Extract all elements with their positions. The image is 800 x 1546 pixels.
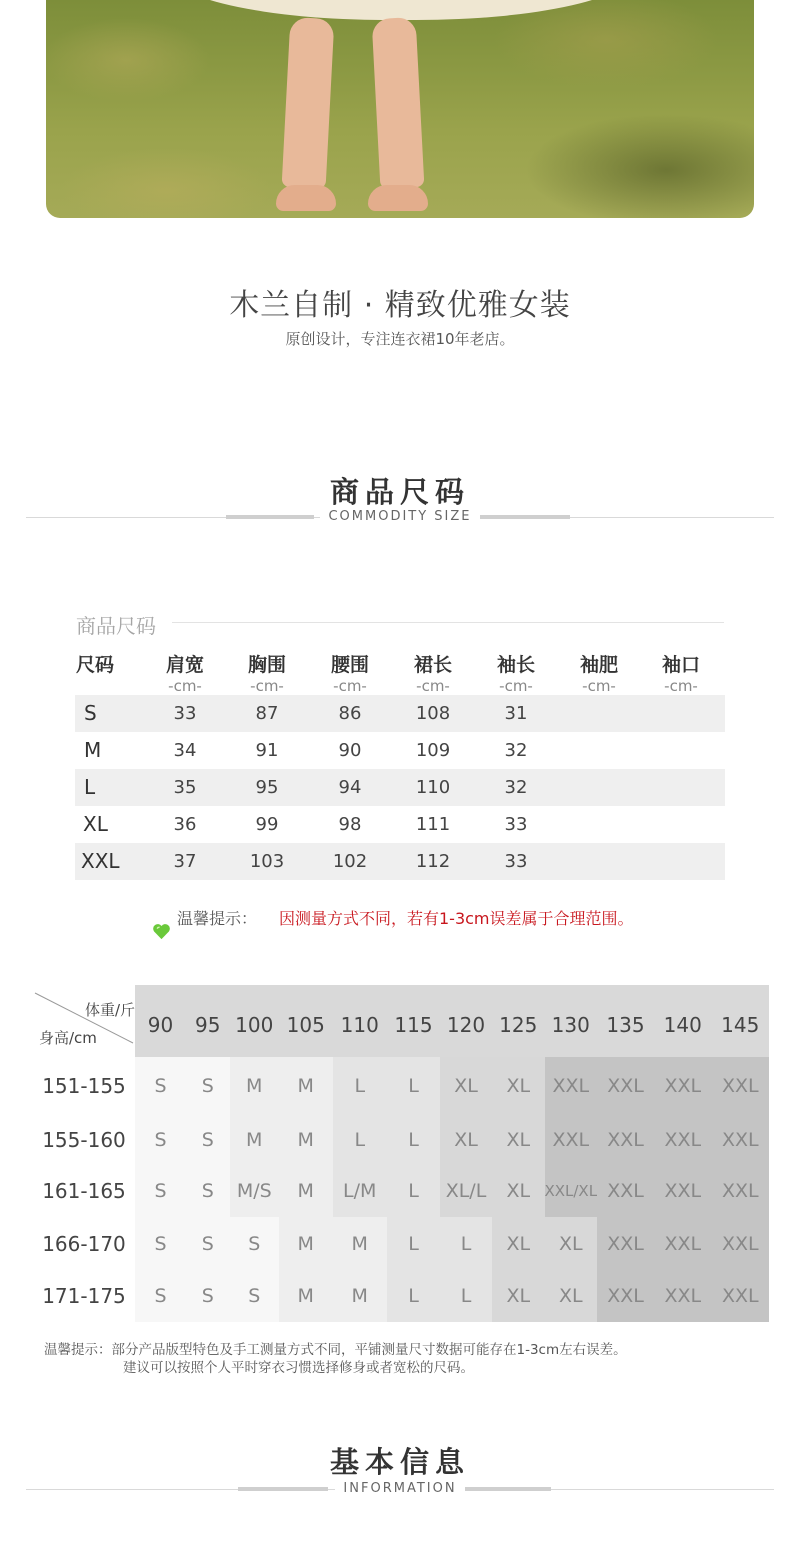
size-grid-cell: XXL xyxy=(712,1217,770,1270)
size-grid-cell: L xyxy=(333,1057,388,1115)
size-grid-cell: S xyxy=(135,1217,186,1270)
brand-title: 木兰自制 · 精致优雅女装 xyxy=(229,288,571,323)
size-grid-cell: XL xyxy=(492,1270,545,1322)
table-cell: 110 xyxy=(415,777,451,798)
weight-header: 115 xyxy=(394,1013,433,1037)
table-cell: 34 xyxy=(173,740,197,761)
weight-header: 145 xyxy=(721,1013,760,1037)
size-grid-cell: S xyxy=(186,1217,230,1270)
size-grid-cell: S xyxy=(230,1270,280,1322)
size-table-unit: -cm- xyxy=(664,677,698,695)
table-cell: 31 xyxy=(504,703,528,724)
size-table-header: 袖肥 xyxy=(579,654,618,676)
size-grid-cell: XL xyxy=(440,1057,492,1115)
size-grid-cell: M xyxy=(279,1217,333,1270)
table-cell: 33 xyxy=(504,814,528,835)
table-cell: 87 xyxy=(255,703,279,724)
table-cell: 33 xyxy=(504,851,528,872)
size-grid-cell: XXL xyxy=(654,1057,712,1115)
size-grid-cell: XXL xyxy=(597,1165,654,1217)
size-grid-cell: M xyxy=(279,1115,333,1165)
size-grid-cell: S xyxy=(135,1270,186,1322)
weight-header: 130 xyxy=(551,1013,590,1037)
weight-header: 120 xyxy=(446,1013,486,1037)
size-table-unit: -cm- xyxy=(416,677,450,695)
info-section-title: 基本信息 xyxy=(329,1445,470,1479)
table-cell: 111 xyxy=(415,814,451,835)
size-table-header: 胸围 xyxy=(247,654,286,676)
product-photo xyxy=(46,0,754,218)
size-grid-cell: XXL xyxy=(654,1115,712,1165)
size-label: XL xyxy=(83,812,108,836)
table-cell: 36 xyxy=(173,814,197,835)
size-section-subtitle: COMMODITY SIZE xyxy=(320,509,479,524)
table-cell: 32 xyxy=(504,777,528,798)
table-cell: 98 xyxy=(338,814,362,835)
size-grid-cell: XXL xyxy=(712,1057,770,1115)
weight-header: 105 xyxy=(286,1013,325,1037)
weight-header: 135 xyxy=(606,1013,645,1037)
size-grid-cell: M xyxy=(230,1057,280,1115)
table-cell xyxy=(564,769,634,806)
size-grid-cell: M xyxy=(333,1217,388,1270)
corner-height-label: 身高/cm xyxy=(39,1028,97,1047)
table-cell xyxy=(646,695,716,732)
corner-weight-label: 体重/斤 xyxy=(84,1000,135,1019)
size-grid-cell: S xyxy=(186,1057,230,1115)
size-grid-cell: XXL xyxy=(654,1270,712,1322)
table-cell: 90 xyxy=(338,740,362,761)
table-row xyxy=(75,695,725,732)
size-table-unit: -cm- xyxy=(499,677,533,695)
size-grid-cell: XXL xyxy=(654,1165,712,1217)
table-cell xyxy=(646,843,716,880)
size-grid-cell: XXL xyxy=(712,1165,770,1217)
weight-header: 90 xyxy=(147,1013,174,1037)
table-cell: 32 xyxy=(504,740,528,761)
table-cell: 94 xyxy=(338,777,362,798)
table-cell: 109 xyxy=(415,740,451,761)
table-cell: 95 xyxy=(255,777,279,798)
table-row xyxy=(75,769,725,806)
size-grid-cell: M xyxy=(333,1270,388,1322)
table-row xyxy=(75,843,725,880)
caption-divider xyxy=(172,622,724,623)
size-table-header: 腰围 xyxy=(330,654,369,676)
weight-header: 110 xyxy=(340,1013,379,1037)
size-grid-cell: S xyxy=(186,1115,230,1165)
weight-header: 95 xyxy=(195,1013,221,1037)
size-grid-cell: XXL/XL xyxy=(545,1165,598,1217)
size-grid-cell: XXL xyxy=(597,1057,654,1115)
size-grid-cell: XL/L xyxy=(440,1165,492,1217)
size-label: M xyxy=(84,738,102,762)
table-cell: 108 xyxy=(415,703,451,724)
size-grid-cell: XL xyxy=(492,1115,545,1165)
height-header: 161-165 xyxy=(33,1165,135,1217)
table-cell xyxy=(646,806,716,843)
table-cell: 99 xyxy=(255,814,279,835)
size-grid-cell: XXL xyxy=(545,1115,598,1165)
weight-header: 140 xyxy=(663,1013,702,1037)
size-grid-cell: S xyxy=(186,1270,230,1322)
note-line-1: 温馨提示：部分产品版型特色及手工测量方式不同，平铺测量尺寸数据可能存在1-3cm左右误差。 xyxy=(44,1342,627,1358)
table-cell xyxy=(564,843,634,880)
size-grid-cell: XXL xyxy=(654,1217,712,1270)
table-cell: 103 xyxy=(249,851,285,872)
size-label: S xyxy=(84,701,97,725)
table-cell: 35 xyxy=(173,777,197,798)
table-cell xyxy=(564,732,634,769)
table-row xyxy=(75,806,725,843)
size-grid-cell: XXL xyxy=(597,1270,654,1322)
size-grid-cell: L/M xyxy=(333,1165,388,1217)
brand-subtitle: 原创设计，专注连衣裙10年老店。 xyxy=(285,330,515,348)
size-table-unit: -cm- xyxy=(333,677,367,695)
size-label: L xyxy=(84,775,96,799)
size-section-title: 商品尺码 xyxy=(329,475,470,509)
size-grid-cell: XL xyxy=(492,1217,545,1270)
size-table-header: 裙长 xyxy=(413,654,452,676)
size-grid-cell: XL xyxy=(545,1217,598,1270)
size-grid-cell: S xyxy=(230,1217,280,1270)
size-grid-cell: XXL xyxy=(712,1115,770,1165)
size-grid-cell: XXL xyxy=(712,1270,770,1322)
table-row xyxy=(75,732,725,769)
table-cell xyxy=(564,806,634,843)
size-grid-cell: L xyxy=(387,1270,440,1322)
size-table-caption: 商品尺码 xyxy=(76,614,156,638)
size-recommendation-grid xyxy=(33,985,769,1322)
info-section-subtitle: INFORMATION xyxy=(335,1481,464,1496)
size-grid-cell: M/S xyxy=(230,1165,280,1217)
green-heart-icon xyxy=(152,922,171,941)
size-table-unit: -cm- xyxy=(168,677,202,695)
weight-header: 125 xyxy=(499,1013,538,1037)
size-grid-cell: L xyxy=(440,1217,492,1270)
size-table-header: 袖口 xyxy=(661,654,700,676)
size-grid-cell: M xyxy=(279,1057,333,1115)
table-cell xyxy=(564,695,634,732)
size-grid-cell: S xyxy=(135,1165,186,1217)
height-header: 166-170 xyxy=(33,1217,135,1270)
size-grid-cell: XL xyxy=(545,1270,598,1322)
table-cell xyxy=(646,769,716,806)
size-grid-cell: M xyxy=(279,1165,333,1217)
table-cell: 102 xyxy=(332,851,368,872)
height-header: 155-160 xyxy=(33,1115,135,1165)
size-grid-cell: XXL xyxy=(597,1115,654,1165)
height-header: 171-175 xyxy=(33,1270,135,1322)
size-label: XXL xyxy=(81,849,120,873)
table-cell xyxy=(646,732,716,769)
table-cell: 86 xyxy=(338,703,362,724)
size-grid-cell: L xyxy=(387,1165,440,1217)
size-table-header: 袖长 xyxy=(496,654,535,676)
size-table-header: 尺码 xyxy=(76,654,115,676)
size-grid-cell: M xyxy=(279,1270,333,1322)
size-grid-cell: S xyxy=(135,1115,186,1165)
table-cell: 91 xyxy=(255,740,279,761)
size-grid-cell: XL xyxy=(492,1165,545,1217)
table-cell: 37 xyxy=(173,851,197,872)
size-grid-cell: L xyxy=(333,1115,388,1165)
size-grid-cell: S xyxy=(135,1057,186,1115)
table-cell: 33 xyxy=(173,703,197,724)
size-grid-cell: XL xyxy=(440,1115,492,1165)
size-grid-cell: XL xyxy=(492,1057,545,1115)
height-header: 151-155 xyxy=(33,1057,135,1115)
size-grid-cell: XXL xyxy=(545,1057,598,1115)
size-table-unit: -cm- xyxy=(250,677,284,695)
tip-label: 温馨提示： xyxy=(177,909,258,928)
weight-header: 100 xyxy=(235,1013,274,1037)
size-table-unit: -cm- xyxy=(582,677,616,695)
size-grid-cell: L xyxy=(440,1270,492,1322)
note-line-2: 建议可以按照个人平时穿衣习惯选择修身或者宽松的尺码。 xyxy=(123,1360,474,1376)
size-grid-cell: L xyxy=(387,1217,440,1270)
size-table-header: 肩宽 xyxy=(165,654,204,676)
size-grid-cell: XXL xyxy=(597,1217,654,1270)
size-grid-cell: L xyxy=(387,1057,440,1115)
tip-text: 因测量方式不同，若有1-3cm误差属于合理范围。 xyxy=(279,909,634,928)
size-grid-cell: L xyxy=(387,1115,440,1165)
size-grid-cell: S xyxy=(186,1165,230,1217)
size-grid-cell: M xyxy=(230,1115,280,1165)
table-cell: 112 xyxy=(415,851,451,872)
